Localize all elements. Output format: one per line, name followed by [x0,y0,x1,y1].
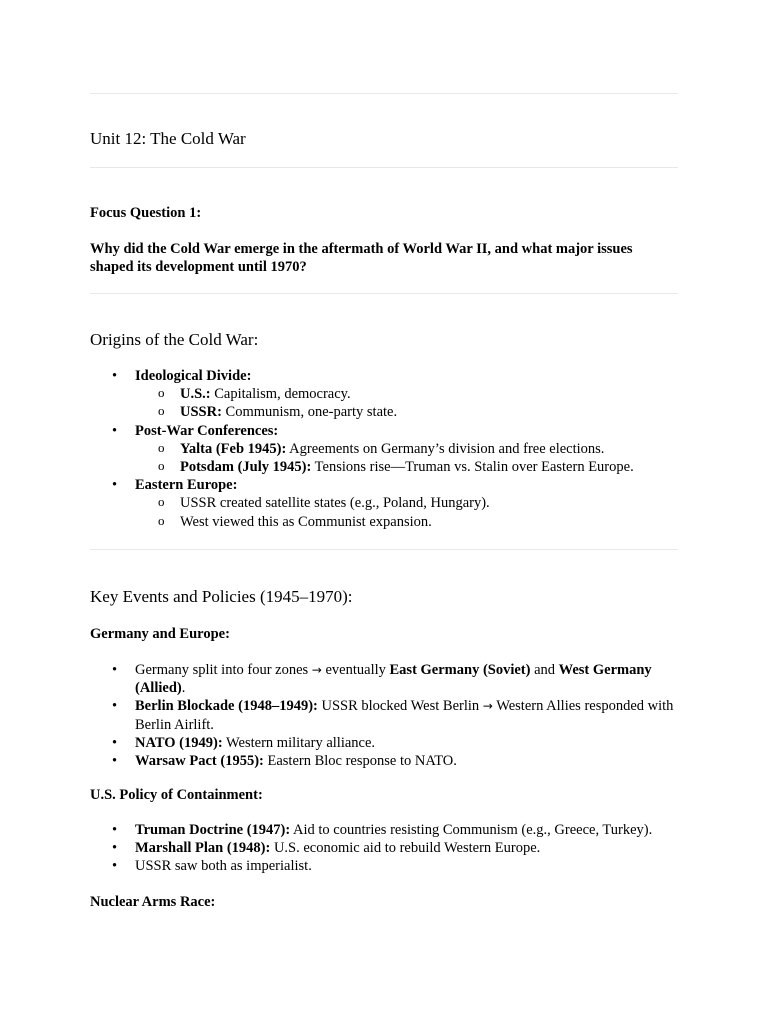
sub-item [135,513,678,531]
item-label: Warsaw Pact (1955): [135,753,264,770]
item-label: Truman Doctrine (1947): [135,822,291,838]
divider [90,549,678,550]
item-text: Germany split into four zones [135,662,312,678]
list-item [90,839,678,857]
arrow-icon: → [311,663,322,677]
sub-item-text: Capitalism, democracy. [210,386,351,403]
item-label: NATO (1949): [135,734,223,751]
list-item [90,697,678,733]
item-text: USSR saw both as imperialist. [135,858,312,875]
page-title: Unit 12: The Cold War [90,129,246,148]
item-text: Western military alliance. [222,734,376,751]
item-text: Aid to countries resisting Communism (e.g., Greece, Turkey). [290,822,653,838]
item-label: Eastern Europe: [135,477,238,494]
item-label: West Germany (Allied) [135,662,652,697]
list-item [90,367,678,422]
arrow-icon: → [482,699,493,714]
list-item [90,821,678,839]
sub-item [135,494,678,512]
list-item [90,422,678,477]
focus-question-label: Focus Question 1: [90,205,202,221]
list-item [90,476,678,531]
item-text: U.S. economic aid to rebuild Western Europe. [270,840,541,857]
item-text: Eastern Bloc response to NATO. [263,753,457,770]
focus-question-text: Why did the Cold War emerge in the aftermath of World War II, and what major issues shaped its development until 1970? [90,241,633,275]
sub-item [135,403,678,421]
list-item [90,734,678,752]
containment-list [90,821,678,876]
sub-item-label: U.S.: [180,386,211,403]
sub-item-text: Communism, one-party state. [221,404,398,421]
sub-item [135,440,678,458]
sub-list [135,440,678,476]
list-item [90,752,678,770]
item-text: Western Allies responded with Berlin Airlift. [135,698,674,733]
item-label: Berlin Blockade (1948–1949): [135,698,318,715]
germany-list [90,661,678,770]
item-text: eventually [321,662,390,678]
list-item [90,857,678,875]
sub-item-label: USSR: [180,404,222,421]
origins-heading: Origins of the Cold War: [90,330,259,349]
sub-item [135,458,678,476]
divider [90,93,678,94]
sub-list [135,494,678,530]
item-text: . [181,680,186,697]
item-text: and [530,662,559,678]
sub-item-label: Yalta (Feb 1945): [180,440,287,457]
list-item [90,661,678,697]
item-text: USSR blocked West Berlin [317,698,483,715]
sub-item-text: Tensions rise—Truman vs. Stalin over Eastern Europe. [311,459,634,476]
origins-list [90,367,678,531]
sub-item-text: Agreements on Germany’s division and free elections. [286,440,605,457]
sub-item [135,385,678,403]
sub-item-text: USSR created satellite states (e.g., Poland, Hungary). [180,495,490,512]
germany-heading: Germany and Europe: [90,626,230,642]
containment-heading: U.S. Policy of Containment: [90,787,263,803]
sub-item-text: West viewed this as Communist expansion. [180,513,432,530]
sub-item-label: Potsdam (July 1945): [180,459,312,476]
item-label: Ideological Divide: [135,368,252,384]
key-events-heading: Key Events and Policies (1945–1970): [90,587,353,606]
divider [90,293,678,294]
item-label: Marshall Plan (1948): [135,840,271,857]
divider [90,167,678,168]
item-label: Post-War Conferences: [135,422,279,439]
nuclear-heading: Nuclear Arms Race: [90,894,216,910]
item-label: East Germany (Soviet) [389,662,531,678]
sub-list [135,385,678,421]
